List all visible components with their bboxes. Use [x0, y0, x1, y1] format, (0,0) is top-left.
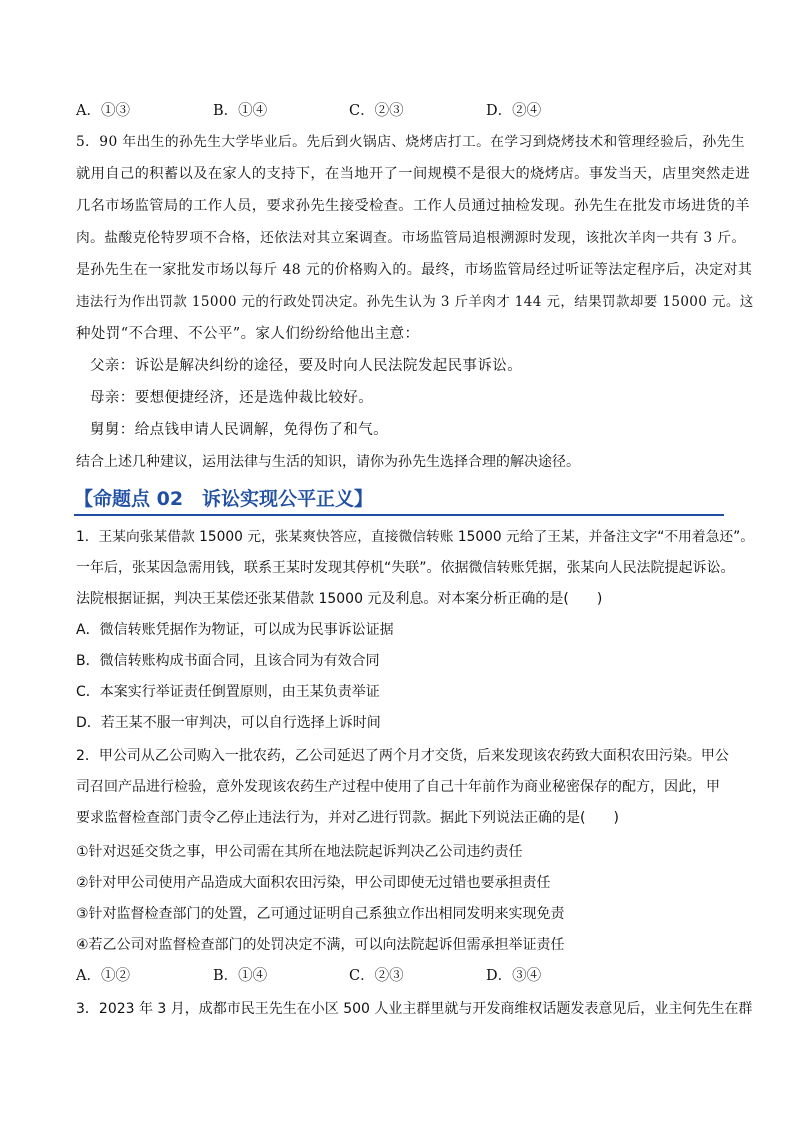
q5-question: 结合上述几种建议，运用法律与生活的知识，请你为孙先生选择合理的解决途径。: [76, 454, 580, 470]
q1-line: 1．王某向张某借款 15000 元，张某爽快答应，直接微信转账 15000 元给了王某，并备注文字“不用着急还”。: [76, 529, 754, 545]
q2-statement-4: ④若乙公司对监督检查部门的处罚决定不满，可以向法院起诉但需承担举证责任: [76, 937, 565, 953]
option-b: B．①④: [213, 103, 268, 119]
q5-line: 种处罚“不合理、不公平”。家人们纷纷给他出主意：: [76, 326, 420, 342]
q3-line: 3．2023 年 3 月，成都市民王先生在小区 500 人业主群里就与开发商维权话题发表意见后，业主何先生在群: [76, 1001, 753, 1017]
q5-line: 就用自己的积蓄以及在家人的支持下，在当地开了一间规模不是很大的烧烤店。事发当天，店里突然走进: [76, 166, 750, 182]
q5-line: 肉。盐酸克伦特罗项不合格，还依法对其立案调查。市场监管局追根溯源时发现，该批次羊肉一共有 3 斤。: [76, 230, 746, 246]
option-b: B．①④: [213, 968, 268, 984]
q5-line: 是孙先生在一家批发市场以每斤 48 元的价格购入的。最终，市场监管局经过听证等法定程序后，决定对其: [76, 262, 753, 278]
prev-question-options: [76, 101, 636, 121]
q5-advice-uncle: 舅舅：给点钱申请人民调解，免得伤了和气。: [90, 422, 388, 438]
option-c: C．②③: [349, 103, 404, 119]
q2-line: 司召回产品进行检验，意外发现该农药生产过程中使用了自己十年前作为商业秘密保存的配方，因此，甲: [76, 779, 720, 795]
q5-advice-mother: 母亲：要想便捷经济，还是选仲裁比较好。: [90, 390, 374, 406]
option-d: D．②④: [486, 103, 542, 119]
q1-option-a: A．微信转账凭据作为物证，可以成为民事诉讼证据: [76, 622, 394, 638]
q5-line: 5．90 年出生的孙先生大学毕业后。先后到火锅店、烧烤店打工。在学习到烧烤技术和管理经验后，孙先生: [76, 134, 745, 150]
option-a: A．①③: [76, 103, 130, 119]
option-c: C．②③: [349, 968, 404, 984]
heading-underline: [74, 514, 724, 516]
q1-option-b: B．微信转账构成书面合同，且该合同为有效合同: [76, 653, 380, 669]
q2-statement-2: ②针对甲公司使用产品造成大面积农田污染，甲公司即使无过错也要承担责任: [76, 875, 551, 891]
q1-line: 法院根据证据，判决王某偿还张某借款 15000 元及利息。对本案分析正确的是( ): [76, 591, 603, 607]
option-d: D．③④: [486, 968, 542, 984]
option-a: A．①②: [76, 968, 130, 984]
q1-option-c: C．本案实行举证责任倒置原则，由王某负责举证: [76, 684, 380, 700]
q1-line: 一年后，张某因急需用钱，联系王某时发现其停机“失联”。依据微信转账凭据，张某向人民法院提起诉讼。: [76, 560, 735, 576]
q2-statement-1: ①针对迟延交货之事，甲公司需在其所在地法院起诉判决乙公司违约责任: [76, 844, 523, 860]
q5-line: 几名市场监管局的工作人员，要求孙先生接受检查。工作人员通过抽检发现。孙先生在批发市场进货的羊: [76, 198, 750, 214]
q2-options: [76, 966, 636, 986]
q5-advice-father: 父亲：诉讼是解决纠纷的途径，要及时向人民法院发起民事诉讼。: [90, 358, 523, 374]
section-heading: 【命题点 02 诉讼实现公平正义】: [74, 488, 374, 510]
q2-statement-3: ③针对监督检查部门的处置，乙可通过证明自己系独立作出相同发明来实现免责: [76, 906, 565, 922]
q5-line: 违法行为作出罚款 15000 元的行政处罚决定。孙先生认为 3 斤羊肉才 144 元，结果罚款却要 15000 元。这: [76, 294, 754, 310]
q2-line: 2．甲公司从乙公司购入一批农药，乙公司延迟了两个月才交货，后来发现该农药致大面积农田污染。甲公: [76, 748, 729, 764]
q2-line: 要求监督检查部门责令乙停止违法行为，并对乙进行罚款。据此下列说法正确的是( ): [76, 810, 619, 826]
q1-option-d: D．若王某不服一审判决，可以自行选择上诉时间: [76, 715, 381, 731]
